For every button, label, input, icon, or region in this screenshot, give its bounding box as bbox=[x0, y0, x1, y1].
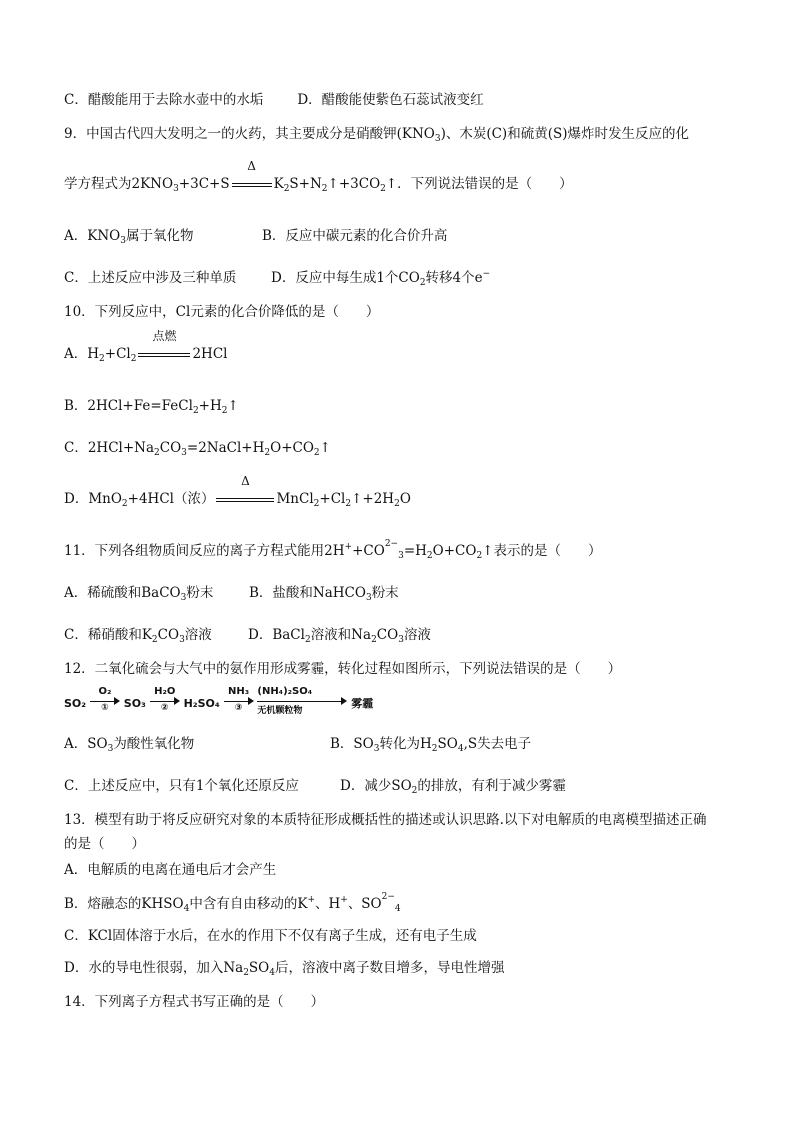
q10-option-a: A．$H_2+Cl_2$ 点燃 2HCl bbox=[64, 329, 228, 364]
q13-stem-line2: 的是（ ） bbox=[64, 836, 145, 852]
q8-option-c: C．醋酸能用于去除水壶中的水垢 bbox=[64, 92, 264, 108]
flow-arrow-3: NH₃ ③ bbox=[224, 692, 254, 714]
q9-options-cd bbox=[64, 268, 236, 288]
q9-option-d: D．反应中每生成1个$CO_2$转移4个e− bbox=[271, 269, 491, 288]
q13-stem-line1: 13．模型有助于将反应研究对象的本质特征形成概括性的描述或认识思路.以下对电解质的电离模型描述正确 bbox=[64, 812, 707, 828]
q10-stem: 10．下列反应中，Cl元素的化合价降低的是（ ） bbox=[64, 304, 380, 320]
q10-option-d: D．MnO$_2$+4HCl（浓） Δ $MnCl_2+Cl_2↑+2H_2O$ bbox=[64, 474, 411, 509]
q8-option-d: D．醋酸能使紫色石蕊试液变红 bbox=[297, 92, 484, 108]
q11-option-c: C．稀硝酸和$K_2CO_3$溶液 bbox=[64, 627, 212, 645]
flow-node-h2so4: H₂SO₄ bbox=[183, 696, 220, 710]
q11-option-d: D．BaCl$_2$溶液和$Na_2CO_3$溶液 bbox=[248, 627, 431, 645]
flow-node-smog: 雾霾 bbox=[351, 697, 374, 710]
smog-formation-flow-diagram bbox=[64, 686, 374, 716]
q10-option-c: C．$2HCl+Na_2CO_3=2NaCl+H_2O+CO_2↑$ bbox=[64, 440, 331, 458]
flow-node-so3: SO₃ bbox=[123, 696, 146, 710]
q13-option-b: B．熔融态的$KHSO_4$中含有自由移动的K+、H+、$SO_{2-4}$ bbox=[64, 892, 401, 914]
q12-stem: 12．二氧化硫会与大气中的氨作用形成雾霾，转化过程如图所示，下列说法错误的是（ ） bbox=[64, 661, 622, 677]
q9-option-c: C．上述反应中涉及三种单质 bbox=[64, 270, 237, 286]
q9-stem-line1: 9．中国古代四大发明之一的火药，其主要成分是硝酸钾$(KNO_3)$、木炭(C)和硫黄(S)爆炸时发生反应的化 bbox=[64, 126, 689, 144]
flow-node-so2: SO₂ bbox=[64, 696, 87, 710]
q11-option-b: B．盐酸和NaHCO$_3$粉末 bbox=[249, 585, 399, 603]
q12-option-d: D．减少$SO_2$的排放，有利于减少雾霾 bbox=[340, 778, 566, 796]
q13-option-c: C．KCl固体溶于水后，在水的作用下不仅有离子生成，还有电子生成 bbox=[64, 928, 477, 944]
ignite-condition-arrow: 点燃 bbox=[138, 344, 190, 364]
q12-option-a: A．$SO_3$为酸性氧化物 bbox=[64, 736, 195, 754]
q12-option-b: B．$SO_3$转化为$H_2SO_4,S$失去电子 bbox=[330, 736, 532, 754]
q14-stem: 14．下列离子方程式书写正确的是（ ） bbox=[64, 994, 325, 1010]
q13-option-d: D．水的导电性很弱，加入$Na_2SO_4$后，溶液中离子数目增多，导电性增强 bbox=[64, 960, 505, 978]
q13-option-a: A．电解质的电离在通电后才会产生 bbox=[64, 862, 277, 878]
flow-arrow-1: O₂ ① bbox=[90, 692, 120, 714]
q9-option-a: A．$KNO_3$属于氧化物 bbox=[64, 228, 194, 246]
q8-options bbox=[64, 90, 484, 110]
q11-option-a: A．稀硫酸和BaCO$_3$粉末 bbox=[64, 585, 214, 603]
q9-equation-line: 学方程式为$2KNO_3+3C+S$ Δ $K_2S+N_2↑+3CO_2↑$．下列说法错误的是（ ） bbox=[64, 159, 573, 194]
flow-arrow-2: H₂O ② bbox=[150, 692, 180, 714]
heat-condition-arrow: Δ bbox=[216, 489, 274, 509]
q10-option-b: B．$2HCl+Fe=FeCl_2+H_2↑$ bbox=[64, 398, 239, 416]
q11-stem: 11．下列各组物质间反应的离子方程式能用$2H^++CO_{2-3}=H_2O+CO_2↑$表示的是（ ） bbox=[64, 539, 602, 561]
q9-options-ab bbox=[64, 226, 193, 246]
flow-arrow-4: (NH₄)₂SO₄ 无机颗粒物 bbox=[257, 692, 347, 714]
q12-option-c: C．上述反应中，只有1个氧化还原反应 bbox=[64, 778, 299, 794]
q9-option-b: B．反应中碳元素的化合价升高 bbox=[262, 228, 448, 244]
heat-condition-arrow: Δ bbox=[232, 174, 272, 194]
